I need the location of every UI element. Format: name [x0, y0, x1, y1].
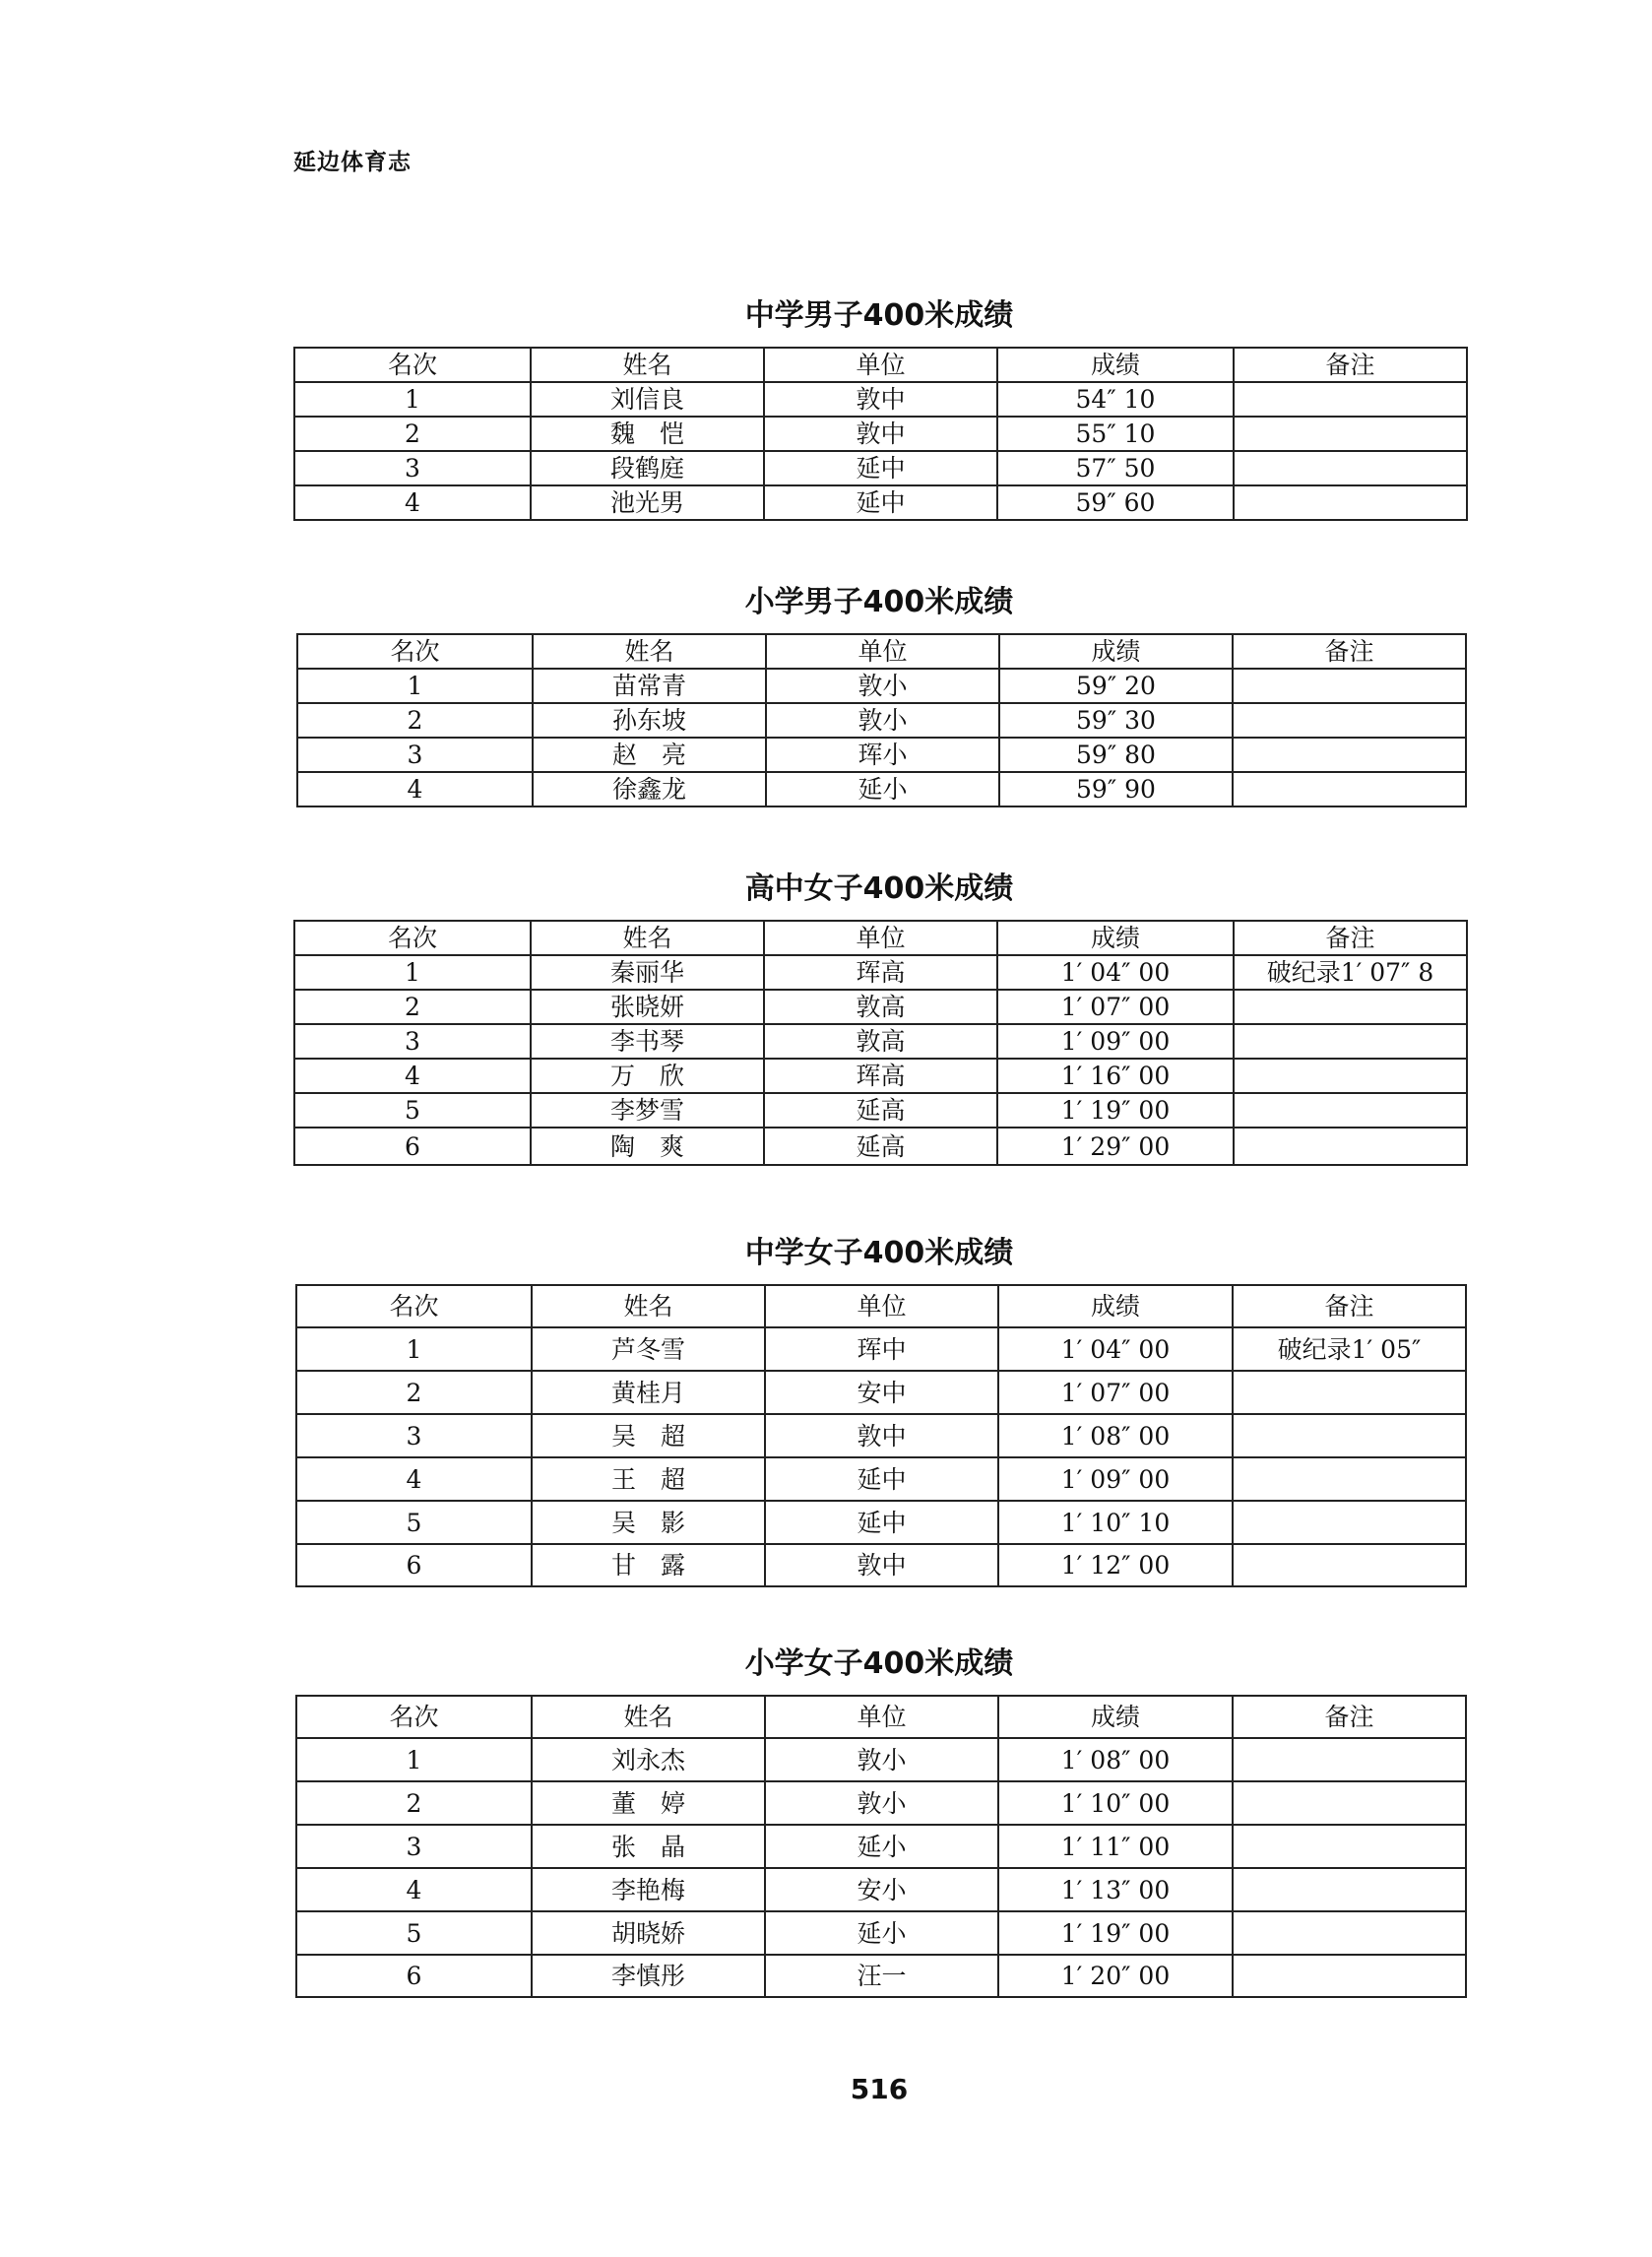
table-cell: 2: [296, 1781, 532, 1825]
table-cell: 54″ 10: [997, 382, 1234, 417]
table-cell: 徐鑫龙: [533, 772, 766, 806]
column-header: 姓名: [533, 634, 766, 669]
table-cell: 1′ 20″ 00: [998, 1955, 1233, 1997]
table-cell: [1233, 1544, 1466, 1586]
table-cell: 2: [294, 990, 531, 1024]
table-cell: 3: [296, 1414, 532, 1457]
column-header: 备注: [1234, 921, 1467, 955]
table-cell: [1234, 451, 1467, 485]
column-header: 备注: [1233, 634, 1466, 669]
table-cell: 1′ 04″ 00: [997, 955, 1234, 990]
table-row: [296, 1868, 1466, 1911]
table-cell: 59″ 60: [997, 485, 1234, 520]
table-cell: 55″ 10: [997, 417, 1234, 451]
table-cell: [1233, 1911, 1466, 1955]
results-table: [295, 1284, 1467, 1587]
table-cell: 张 晶: [532, 1825, 765, 1868]
table-row: [296, 1544, 1466, 1586]
results-table: [293, 920, 1468, 1166]
table-row: [294, 1059, 1467, 1093]
table-row: [296, 1738, 1466, 1781]
table-cell: 6: [294, 1128, 531, 1165]
table-cell: 李艳梅: [532, 1868, 765, 1911]
table-row: [296, 1327, 1466, 1371]
table-cell: 3: [296, 1825, 532, 1868]
results-table: [295, 1695, 1467, 1998]
table-cell: [1233, 738, 1466, 772]
table-cell: [1233, 1825, 1466, 1868]
table-cell: [1234, 417, 1467, 451]
table-row: [294, 1093, 1467, 1128]
table-cell: 敦中: [764, 382, 997, 417]
header-row: [297, 634, 1466, 669]
table-cell: 敦高: [764, 990, 997, 1024]
table-cell: 敦小: [765, 1738, 998, 1781]
table-cell: 秦丽华: [531, 955, 764, 990]
table-title: 小学女子400米成绩: [744, 1646, 1014, 1681]
table-cell: 段鹤庭: [531, 451, 764, 485]
table-row: [294, 382, 1467, 417]
table-cell: 延中: [764, 485, 997, 520]
table-row: [297, 703, 1466, 738]
table-cell: 6: [296, 1544, 532, 1586]
table-row: [296, 1825, 1466, 1868]
table-cell: 5: [296, 1911, 532, 1955]
table-cell: 敦高: [764, 1024, 997, 1059]
table-cell: 延高: [764, 1128, 997, 1165]
table-cell: 破纪录1′ 07″ 8: [1234, 955, 1467, 990]
table-cell: 2: [296, 1371, 532, 1414]
column-header: 成绩: [999, 634, 1233, 669]
table-cell: 敦中: [765, 1414, 998, 1457]
table-cell: [1233, 669, 1466, 703]
table-row: [296, 1781, 1466, 1825]
column-header: 姓名: [532, 1285, 765, 1327]
table-cell: 敦小: [765, 1781, 998, 1825]
table-cell: 敦小: [766, 703, 999, 738]
header-row: [294, 348, 1467, 382]
table-row: [294, 451, 1467, 485]
table-cell: [1234, 1059, 1467, 1093]
column-header: 单位: [766, 634, 999, 669]
table-cell: 珲小: [766, 738, 999, 772]
table-cell: 珲高: [764, 1059, 997, 1093]
table-cell: 破纪录1′ 05″: [1233, 1327, 1466, 1371]
table-cell: 董 婷: [532, 1781, 765, 1825]
table-cell: 延高: [764, 1093, 997, 1128]
table-title: 高中女子400米成绩: [744, 871, 1014, 906]
table-row: [297, 738, 1466, 772]
column-header: 单位: [765, 1285, 998, 1327]
table-cell: 4: [296, 1868, 532, 1911]
column-header: 成绩: [998, 1285, 1233, 1327]
table-cell: [1234, 990, 1467, 1024]
table-cell: [1234, 1093, 1467, 1128]
table-cell: 1′ 09″ 00: [997, 1024, 1234, 1059]
table-cell: 2: [294, 417, 531, 451]
table-row: [294, 990, 1467, 1024]
table-cell: 胡晓娇: [532, 1911, 765, 1955]
table-row: [294, 955, 1467, 990]
table-cell: [1233, 1457, 1466, 1501]
table-cell: 1′ 11″ 00: [998, 1825, 1233, 1868]
table-cell: 59″ 30: [999, 703, 1233, 738]
column-header: 姓名: [531, 348, 764, 382]
table-cell: 1′ 12″ 00: [998, 1544, 1233, 1586]
table-cell: [1234, 1024, 1467, 1059]
table-row: [294, 485, 1467, 520]
table-cell: 4: [294, 1059, 531, 1093]
table-cell: 1′ 19″ 00: [998, 1911, 1233, 1955]
table-cell: 甘 露: [532, 1544, 765, 1586]
column-header: 名次: [296, 1285, 532, 1327]
table-cell: 3: [294, 1024, 531, 1059]
table-row: [294, 417, 1467, 451]
table-cell: [1233, 772, 1466, 806]
table-cell: 王 超: [532, 1457, 765, 1501]
header-row: [294, 921, 1467, 955]
table-row: [296, 1414, 1466, 1457]
column-header: 成绩: [997, 348, 1234, 382]
table-cell: 1′ 16″ 00: [997, 1059, 1234, 1093]
table-cell: 4: [296, 1457, 532, 1501]
table-cell: 敦小: [766, 669, 999, 703]
column-header: 单位: [765, 1696, 998, 1738]
table-title: 中学男子400米成绩: [744, 298, 1014, 333]
table-cell: [1233, 1868, 1466, 1911]
table-cell: 4: [294, 485, 531, 520]
table-cell: 延中: [765, 1501, 998, 1544]
table-cell: 2: [297, 703, 533, 738]
column-header: 姓名: [531, 921, 764, 955]
table-cell: 1′ 08″ 00: [998, 1414, 1233, 1457]
table-cell: 李慎彤: [532, 1955, 765, 1997]
column-header: 名次: [294, 348, 531, 382]
running-header: 延边体育志: [293, 150, 412, 175]
table-cell: [1233, 1414, 1466, 1457]
table-cell: 苗常青: [533, 669, 766, 703]
table-cell: [1234, 1128, 1467, 1165]
table-cell: [1234, 485, 1467, 520]
table-cell: 珲中: [765, 1327, 998, 1371]
column-header: 名次: [294, 921, 531, 955]
table-cell: 1′ 10″ 00: [998, 1781, 1233, 1825]
table-cell: 安小: [765, 1868, 998, 1911]
page-number: 516: [850, 2073, 909, 2105]
table-cell: 1′ 13″ 00: [998, 1868, 1233, 1911]
column-header: 成绩: [997, 921, 1234, 955]
table-cell: 刘信良: [531, 382, 764, 417]
column-header: 备注: [1233, 1285, 1466, 1327]
column-header: 名次: [297, 634, 533, 669]
table-cell: 4: [297, 772, 533, 806]
table-cell: 59″ 80: [999, 738, 1233, 772]
table-row: [297, 669, 1466, 703]
column-header: 姓名: [532, 1696, 765, 1738]
table-cell: 59″ 20: [999, 669, 1233, 703]
table-row: [296, 1911, 1466, 1955]
table-cell: 1′ 07″ 00: [997, 990, 1234, 1024]
table-cell: 刘永杰: [532, 1738, 765, 1781]
table-cell: 1′ 29″ 00: [997, 1128, 1234, 1165]
table-cell: 万 欣: [531, 1059, 764, 1093]
table-cell: 延中: [765, 1457, 998, 1501]
table-cell: 1: [296, 1738, 532, 1781]
table-cell: 5: [296, 1501, 532, 1544]
table-cell: 吴 超: [532, 1414, 765, 1457]
table-cell: 57″ 50: [997, 451, 1234, 485]
table-cell: 1: [294, 382, 531, 417]
table-cell: 赵 亮: [533, 738, 766, 772]
table-cell: 延中: [764, 451, 997, 485]
table-cell: 1′ 10″ 10: [998, 1501, 1233, 1544]
column-header: 单位: [764, 348, 997, 382]
table-row: [296, 1371, 1466, 1414]
column-header: 名次: [296, 1696, 532, 1738]
column-header: 备注: [1234, 348, 1467, 382]
table-title: 中学女子400米成绩: [744, 1236, 1014, 1270]
table-cell: 3: [294, 451, 531, 485]
table-cell: 敦中: [764, 417, 997, 451]
table-cell: [1234, 382, 1467, 417]
table-row: [294, 1128, 1467, 1165]
table-cell: 延小: [765, 1911, 998, 1955]
table-cell: [1233, 1738, 1466, 1781]
table-cell: 3: [297, 738, 533, 772]
table-cell: 1′ 07″ 00: [998, 1371, 1233, 1414]
table-cell: [1233, 1371, 1466, 1414]
table-row: [297, 772, 1466, 806]
column-header: 单位: [764, 921, 997, 955]
table-cell: 张晓妍: [531, 990, 764, 1024]
table-cell: 1′ 09″ 00: [998, 1457, 1233, 1501]
table-row: [296, 1501, 1466, 1544]
table-cell: 芦冬雪: [532, 1327, 765, 1371]
table-cell: 黄桂月: [532, 1371, 765, 1414]
table-cell: 延小: [765, 1825, 998, 1868]
table-cell: 孙东坡: [533, 703, 766, 738]
table-row: [296, 1955, 1466, 1997]
table-cell: 59″ 90: [999, 772, 1233, 806]
table-cell: 6: [296, 1955, 532, 1997]
column-header: 成绩: [998, 1696, 1233, 1738]
table-cell: 1: [296, 1327, 532, 1371]
table-title: 小学男子400米成绩: [744, 585, 1014, 619]
table-cell: 敦中: [765, 1544, 998, 1586]
header-row: [296, 1696, 1466, 1738]
table-row: [296, 1457, 1466, 1501]
table-cell: 1′ 04″ 00: [998, 1327, 1233, 1371]
table-cell: [1233, 1501, 1466, 1544]
table-cell: 珲高: [764, 955, 997, 990]
table-cell: 李书琴: [531, 1024, 764, 1059]
table-cell: 汪一: [765, 1955, 998, 1997]
table-cell: 5: [294, 1093, 531, 1128]
results-table: [296, 633, 1467, 807]
table-cell: 魏 恺: [531, 417, 764, 451]
table-cell: [1233, 1955, 1466, 1997]
table-cell: 池光男: [531, 485, 764, 520]
table-cell: 1: [297, 669, 533, 703]
table-cell: 1′ 19″ 00: [997, 1093, 1234, 1128]
table-row: [294, 1024, 1467, 1059]
table-cell: 1′ 08″ 00: [998, 1738, 1233, 1781]
table-cell: 陶 爽: [531, 1128, 764, 1165]
header-row: [296, 1285, 1466, 1327]
table-cell: 安中: [765, 1371, 998, 1414]
column-header: 备注: [1233, 1696, 1466, 1738]
table-cell: [1233, 703, 1466, 738]
results-table: [293, 347, 1468, 521]
table-cell: 李梦雪: [531, 1093, 764, 1128]
table-cell: 延小: [766, 772, 999, 806]
table-cell: [1233, 1781, 1466, 1825]
table-cell: 吴 影: [532, 1501, 765, 1544]
table-cell: 1: [294, 955, 531, 990]
